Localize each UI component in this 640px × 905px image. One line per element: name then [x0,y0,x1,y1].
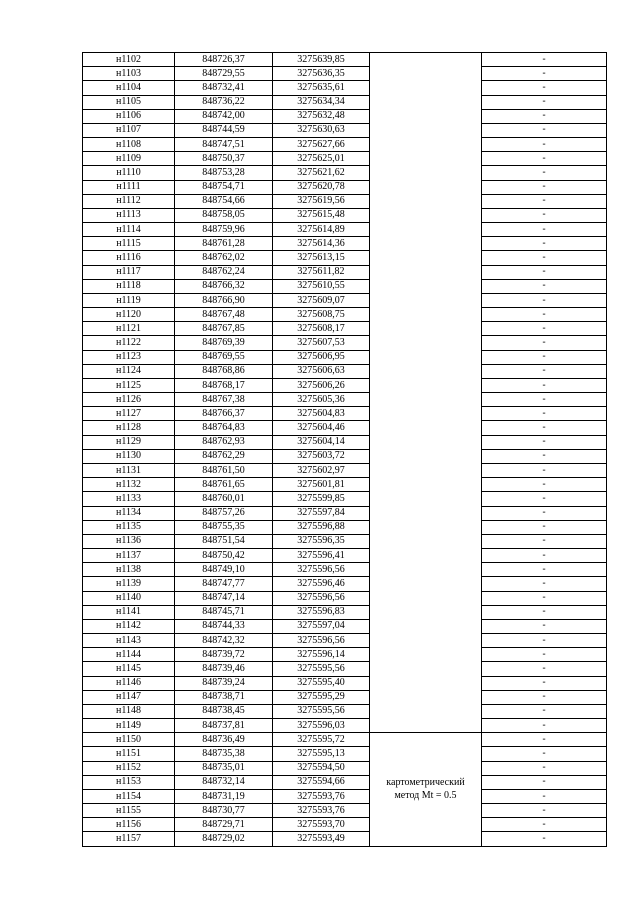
y-coordinate-cell: 3275596,56 [273,634,370,648]
table-row [83,293,607,307]
table-row [83,733,607,747]
x-coordinate-cell: 848750,42 [175,549,273,563]
table-row [83,421,607,435]
coordinates-table [82,52,607,847]
table-row [83,407,607,421]
accuracy-cell: - [482,152,607,166]
accuracy-cell: - [482,435,607,449]
y-coordinate-cell: 3275595,13 [273,747,370,761]
accuracy-cell: - [482,279,607,293]
accuracy-cell: - [482,719,607,733]
point-name-cell: н1110 [83,166,175,180]
point-name-cell: н1111 [83,180,175,194]
table-row [83,208,607,222]
y-coordinate-cell: 3275599,85 [273,492,370,506]
table-row [83,166,607,180]
x-coordinate-cell: 848754,66 [175,194,273,208]
table-row [83,265,607,279]
table-row [83,53,607,67]
y-coordinate-cell: 3275597,04 [273,619,370,633]
accuracy-cell: - [482,747,607,761]
y-coordinate-cell: 3275597,84 [273,506,370,520]
x-coordinate-cell: 848759,96 [175,223,273,237]
y-coordinate-cell: 3275603,72 [273,449,370,463]
accuracy-cell: - [482,804,607,818]
table-row [83,81,607,95]
accuracy-cell: - [482,789,607,803]
y-coordinate-cell: 3275596,03 [273,719,370,733]
x-coordinate-cell: 848736,22 [175,95,273,109]
table-row [83,123,607,137]
table-row [83,506,607,520]
x-coordinate-cell: 848762,93 [175,435,273,449]
point-name-cell: н1133 [83,492,175,506]
x-coordinate-cell: 848767,38 [175,393,273,407]
table-row [83,648,607,662]
point-name-cell: н1146 [83,676,175,690]
accuracy-cell: - [482,818,607,832]
x-coordinate-cell: 848761,50 [175,463,273,477]
y-coordinate-cell: 3275635,61 [273,81,370,95]
y-coordinate-cell: 3275614,36 [273,237,370,251]
point-name-cell: н1122 [83,336,175,350]
y-coordinate-cell: 3275614,89 [273,223,370,237]
accuracy-cell: - [482,308,607,322]
x-coordinate-cell: 848749,10 [175,563,273,577]
x-coordinate-cell: 848738,71 [175,690,273,704]
x-coordinate-cell: 848736,49 [175,733,273,747]
point-name-cell: н1119 [83,293,175,307]
table-row [83,804,607,818]
table-row [83,634,607,648]
table-row [83,832,607,846]
table-row [83,378,607,392]
table-row [83,223,607,237]
point-name-cell: н1113 [83,208,175,222]
y-coordinate-cell: 3275636,35 [273,67,370,81]
point-name-cell: н1117 [83,265,175,279]
table-row [83,152,607,166]
x-coordinate-cell: 848739,46 [175,662,273,676]
y-coordinate-cell: 3275596,83 [273,605,370,619]
point-name-cell: н1102 [83,53,175,67]
x-coordinate-cell: 848769,55 [175,350,273,364]
accuracy-cell: - [482,492,607,506]
table-row [83,619,607,633]
y-coordinate-cell: 3275595,56 [273,662,370,676]
table-row [83,747,607,761]
y-coordinate-cell: 3275634,34 [273,95,370,109]
accuracy-cell: - [482,194,607,208]
point-name-cell: н1112 [83,194,175,208]
y-coordinate-cell: 3275595,56 [273,704,370,718]
point-name-cell: н1120 [83,308,175,322]
table-row [83,605,607,619]
method-cell: картометрический метод Mt = 0.5 [370,733,482,846]
point-name-cell: н1156 [83,818,175,832]
accuracy-cell: - [482,648,607,662]
x-coordinate-cell: 848754,71 [175,180,273,194]
x-coordinate-cell: 848747,51 [175,138,273,152]
point-name-cell: н1109 [83,152,175,166]
point-name-cell: н1132 [83,478,175,492]
y-coordinate-cell: 3275596,56 [273,591,370,605]
table-row [83,719,607,733]
y-coordinate-cell: 3275611,82 [273,265,370,279]
table-row [83,704,607,718]
accuracy-cell: - [482,520,607,534]
y-coordinate-cell: 3275601,81 [273,478,370,492]
point-name-cell: н1129 [83,435,175,449]
accuracy-cell: - [482,251,607,265]
table-row [83,336,607,350]
point-name-cell: н1125 [83,378,175,392]
x-coordinate-cell: 848729,55 [175,67,273,81]
table-row [83,534,607,548]
point-name-cell: н1155 [83,804,175,818]
table-row [83,449,607,463]
point-name-cell: н1104 [83,81,175,95]
table-row [83,478,607,492]
accuracy-cell: - [482,180,607,194]
x-coordinate-cell: 848731,19 [175,789,273,803]
y-coordinate-cell: 3275609,07 [273,293,370,307]
accuracy-cell: - [482,378,607,392]
x-coordinate-cell: 848732,14 [175,775,273,789]
x-coordinate-cell: 848726,37 [175,53,273,67]
x-coordinate-cell: 848737,81 [175,719,273,733]
y-coordinate-cell: 3275596,88 [273,520,370,534]
x-coordinate-cell: 848766,90 [175,293,273,307]
accuracy-cell: - [482,265,607,279]
method-cell [370,53,482,733]
y-coordinate-cell: 3275604,46 [273,421,370,435]
y-coordinate-cell: 3275596,14 [273,648,370,662]
x-coordinate-cell: 848758,05 [175,208,273,222]
point-name-cell: н1105 [83,95,175,109]
accuracy-cell: - [482,577,607,591]
x-coordinate-cell: 848753,28 [175,166,273,180]
y-coordinate-cell: 3275604,14 [273,435,370,449]
table-row [83,662,607,676]
y-coordinate-cell: 3275615,48 [273,208,370,222]
point-name-cell: н1153 [83,775,175,789]
x-coordinate-cell: 848751,54 [175,534,273,548]
x-coordinate-cell: 848739,72 [175,648,273,662]
x-coordinate-cell: 848742,00 [175,109,273,123]
x-coordinate-cell: 848755,35 [175,520,273,534]
accuracy-cell: - [482,676,607,690]
point-name-cell: н1131 [83,463,175,477]
y-coordinate-cell: 3275596,56 [273,563,370,577]
y-coordinate-cell: 3275594,50 [273,761,370,775]
accuracy-cell: - [482,662,607,676]
point-name-cell: н1149 [83,719,175,733]
table-row [83,109,607,123]
accuracy-cell: - [482,478,607,492]
accuracy-cell: - [482,634,607,648]
table-row [83,308,607,322]
accuracy-cell: - [482,704,607,718]
point-name-cell: н1151 [83,747,175,761]
point-name-cell: н1152 [83,761,175,775]
table-row [83,676,607,690]
point-name-cell: н1145 [83,662,175,676]
x-coordinate-cell: 848747,77 [175,577,273,591]
point-name-cell: н1116 [83,251,175,265]
x-coordinate-cell: 848766,37 [175,407,273,421]
x-coordinate-cell: 848767,85 [175,322,273,336]
y-coordinate-cell: 3275630,63 [273,123,370,137]
accuracy-cell: - [482,421,607,435]
table-row [83,463,607,477]
x-coordinate-cell: 848761,28 [175,237,273,251]
y-coordinate-cell: 3275619,56 [273,194,370,208]
point-name-cell: н1118 [83,279,175,293]
y-coordinate-cell: 3275606,95 [273,350,370,364]
table-row [83,251,607,265]
y-coordinate-cell: 3275613,15 [273,251,370,265]
x-coordinate-cell: 848769,39 [175,336,273,350]
point-name-cell: н1115 [83,237,175,251]
x-coordinate-cell: 848742,32 [175,634,273,648]
x-coordinate-cell: 848738,45 [175,704,273,718]
point-name-cell: н1126 [83,393,175,407]
accuracy-cell: - [482,506,607,520]
x-coordinate-cell: 848745,71 [175,605,273,619]
table-row [83,591,607,605]
y-coordinate-cell: 3275632,48 [273,109,370,123]
point-name-cell: н1103 [83,67,175,81]
table-row [83,818,607,832]
table-row [83,577,607,591]
y-coordinate-cell: 3275593,49 [273,832,370,846]
table-row [83,435,607,449]
table-row [83,95,607,109]
y-coordinate-cell: 3275608,17 [273,322,370,336]
accuracy-cell: - [482,208,607,222]
table-row [83,322,607,336]
y-coordinate-cell: 3275595,29 [273,690,370,704]
y-coordinate-cell: 3275593,70 [273,818,370,832]
x-coordinate-cell: 848757,26 [175,506,273,520]
accuracy-cell: - [482,67,607,81]
x-coordinate-cell: 848747,14 [175,591,273,605]
table-row [83,492,607,506]
table-row [83,237,607,251]
accuracy-cell: - [482,109,607,123]
point-name-cell: н1142 [83,619,175,633]
point-name-cell: н1127 [83,407,175,421]
table-row [83,350,607,364]
point-name-cell: н1140 [83,591,175,605]
point-name-cell: н1107 [83,123,175,137]
accuracy-cell: - [482,95,607,109]
accuracy-cell: - [482,237,607,251]
table-row [83,180,607,194]
point-name-cell: н1128 [83,421,175,435]
accuracy-cell: - [482,591,607,605]
y-coordinate-cell: 3275602,97 [273,463,370,477]
y-coordinate-cell: 3275595,40 [273,676,370,690]
accuracy-cell: - [482,832,607,846]
accuracy-cell: - [482,293,607,307]
x-coordinate-cell: 848767,48 [175,308,273,322]
x-coordinate-cell: 848730,77 [175,804,273,818]
y-coordinate-cell: 3275596,41 [273,549,370,563]
point-name-cell: н1114 [83,223,175,237]
x-coordinate-cell: 848735,01 [175,761,273,775]
x-coordinate-cell: 848768,86 [175,364,273,378]
y-coordinate-cell: 3275606,63 [273,364,370,378]
accuracy-cell: - [482,322,607,336]
x-coordinate-cell: 848739,24 [175,676,273,690]
y-coordinate-cell: 3275594,66 [273,775,370,789]
accuracy-cell: - [482,393,607,407]
y-coordinate-cell: 3275605,36 [273,393,370,407]
x-coordinate-cell: 848762,24 [175,265,273,279]
table-row [83,789,607,803]
point-name-cell: н1121 [83,322,175,336]
point-name-cell: н1108 [83,138,175,152]
table-row [83,364,607,378]
x-coordinate-cell: 848762,02 [175,251,273,265]
x-coordinate-cell: 848729,71 [175,818,273,832]
accuracy-cell: - [482,449,607,463]
point-name-cell: н1147 [83,690,175,704]
table-row [83,194,607,208]
x-coordinate-cell: 848768,17 [175,378,273,392]
point-name-cell: н1106 [83,109,175,123]
y-coordinate-cell: 3275593,76 [273,789,370,803]
accuracy-cell: - [482,166,607,180]
y-coordinate-cell: 3275607,53 [273,336,370,350]
table-row [83,549,607,563]
y-coordinate-cell: 3275621,62 [273,166,370,180]
accuracy-cell: - [482,223,607,237]
accuracy-cell: - [482,407,607,421]
table-row [83,138,607,152]
point-name-cell: н1139 [83,577,175,591]
point-name-cell: н1124 [83,364,175,378]
accuracy-cell: - [482,123,607,137]
x-coordinate-cell: 848761,65 [175,478,273,492]
table-row [83,520,607,534]
y-coordinate-cell: 3275593,76 [273,804,370,818]
accuracy-cell: - [482,463,607,477]
x-coordinate-cell: 848750,37 [175,152,273,166]
x-coordinate-cell: 848732,41 [175,81,273,95]
point-name-cell: н1136 [83,534,175,548]
accuracy-cell: - [482,534,607,548]
accuracy-cell: - [482,53,607,67]
table-row [83,761,607,775]
table-row [83,67,607,81]
y-coordinate-cell: 3275604,83 [273,407,370,421]
y-coordinate-cell: 3275639,85 [273,53,370,67]
accuracy-cell: - [482,619,607,633]
x-coordinate-cell: 848762,29 [175,449,273,463]
accuracy-cell: - [482,549,607,563]
point-name-cell: н1135 [83,520,175,534]
point-name-cell: н1138 [83,563,175,577]
point-name-cell: н1150 [83,733,175,747]
accuracy-cell: - [482,138,607,152]
coordinates-table-body [83,53,607,847]
accuracy-cell: - [482,733,607,747]
accuracy-cell: - [482,364,607,378]
x-coordinate-cell: 848760,01 [175,492,273,506]
y-coordinate-cell: 3275606,26 [273,378,370,392]
y-coordinate-cell: 3275596,46 [273,577,370,591]
x-coordinate-cell: 848766,32 [175,279,273,293]
point-name-cell: н1130 [83,449,175,463]
accuracy-cell: - [482,350,607,364]
point-name-cell: н1148 [83,704,175,718]
accuracy-cell: - [482,336,607,350]
point-name-cell: н1144 [83,648,175,662]
y-coordinate-cell: 3275610,55 [273,279,370,293]
accuracy-cell: - [482,605,607,619]
point-name-cell: н1154 [83,789,175,803]
x-coordinate-cell: 848764,83 [175,421,273,435]
x-coordinate-cell: 848744,33 [175,619,273,633]
point-name-cell: н1141 [83,605,175,619]
y-coordinate-cell: 3275595,72 [273,733,370,747]
point-name-cell: н1143 [83,634,175,648]
y-coordinate-cell: 3275625,01 [273,152,370,166]
accuracy-cell: - [482,690,607,704]
accuracy-cell: - [482,563,607,577]
table-row [83,775,607,789]
accuracy-cell: - [482,81,607,95]
table-row [83,393,607,407]
point-name-cell: н1134 [83,506,175,520]
table-row [83,563,607,577]
point-name-cell: н1137 [83,549,175,563]
y-coordinate-cell: 3275608,75 [273,308,370,322]
y-coordinate-cell: 3275596,35 [273,534,370,548]
accuracy-cell: - [482,761,607,775]
y-coordinate-cell: 3275620,78 [273,180,370,194]
x-coordinate-cell: 848744,59 [175,123,273,137]
x-coordinate-cell: 848729,02 [175,832,273,846]
table-row [83,279,607,293]
accuracy-cell: - [482,775,607,789]
y-coordinate-cell: 3275627,66 [273,138,370,152]
table-row [83,690,607,704]
point-name-cell: н1123 [83,350,175,364]
x-coordinate-cell: 848735,38 [175,747,273,761]
point-name-cell: н1157 [83,832,175,846]
